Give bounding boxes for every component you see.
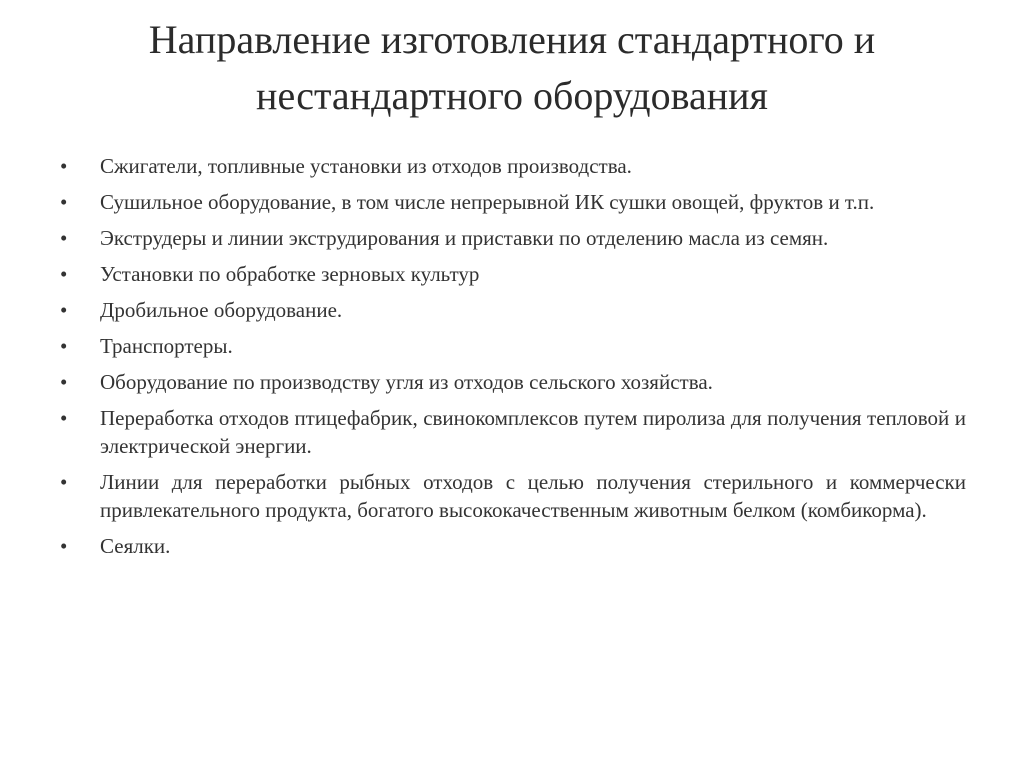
- list-item-text: Переработка отходов птицефабрик, свинокомплексов путем пиролиза для получения тепловой и электрической энергии.: [100, 406, 966, 458]
- bullet-icon: •: [60, 190, 68, 214]
- bullet-icon: •: [60, 262, 68, 286]
- list-item-text: Сжигатели, топливные установки из отходов производства.: [100, 154, 632, 178]
- list-item-text: Сеялки.: [100, 534, 171, 558]
- list-item-text: Экструдеры и линии экструдирования и приставки по отделению масла из семян.: [100, 226, 829, 250]
- bullet-icon: •: [60, 370, 68, 394]
- list-item-text: Оборудование по производству угля из отходов сельского хозяйства.: [100, 370, 713, 394]
- slide-title: Направление изготовления стандартного и нестандартного оборудования: [148, 17, 876, 118]
- list-item-text: Линии для переработки рыбных отходов с целью получения стерильного и коммерчески привлекательного продукта, богатого высококачественным животным белком (комбикорма).: [100, 470, 966, 522]
- list-item: [60, 296, 966, 324]
- list-item: [60, 468, 966, 524]
- list-item: [60, 152, 966, 180]
- bullet-icon: •: [60, 298, 68, 322]
- list-item: [60, 260, 966, 288]
- list-item: [60, 188, 966, 216]
- bullet-icon: •: [60, 470, 68, 494]
- list-item-text: Сушильное оборудование, в том числе непрерывной ИК сушки овощей, фруктов и т.п.: [100, 190, 875, 214]
- bullet-icon: •: [60, 534, 68, 558]
- list-item: [60, 332, 966, 360]
- list-item-text: Транспортеры.: [100, 334, 233, 358]
- bullet-icon: •: [60, 406, 68, 430]
- list-item: [60, 368, 966, 396]
- list-item: [60, 404, 966, 460]
- list-item-text: Установки по обработке зерновых культур: [100, 262, 480, 286]
- list-item: [60, 532, 966, 560]
- bullet-icon: •: [60, 334, 68, 358]
- list-item-text: Дробильное оборудование.: [100, 298, 343, 322]
- bullet-icon: •: [60, 226, 68, 250]
- list-item: [60, 224, 966, 252]
- bullet-list: [60, 152, 966, 568]
- bullet-icon: •: [60, 154, 68, 178]
